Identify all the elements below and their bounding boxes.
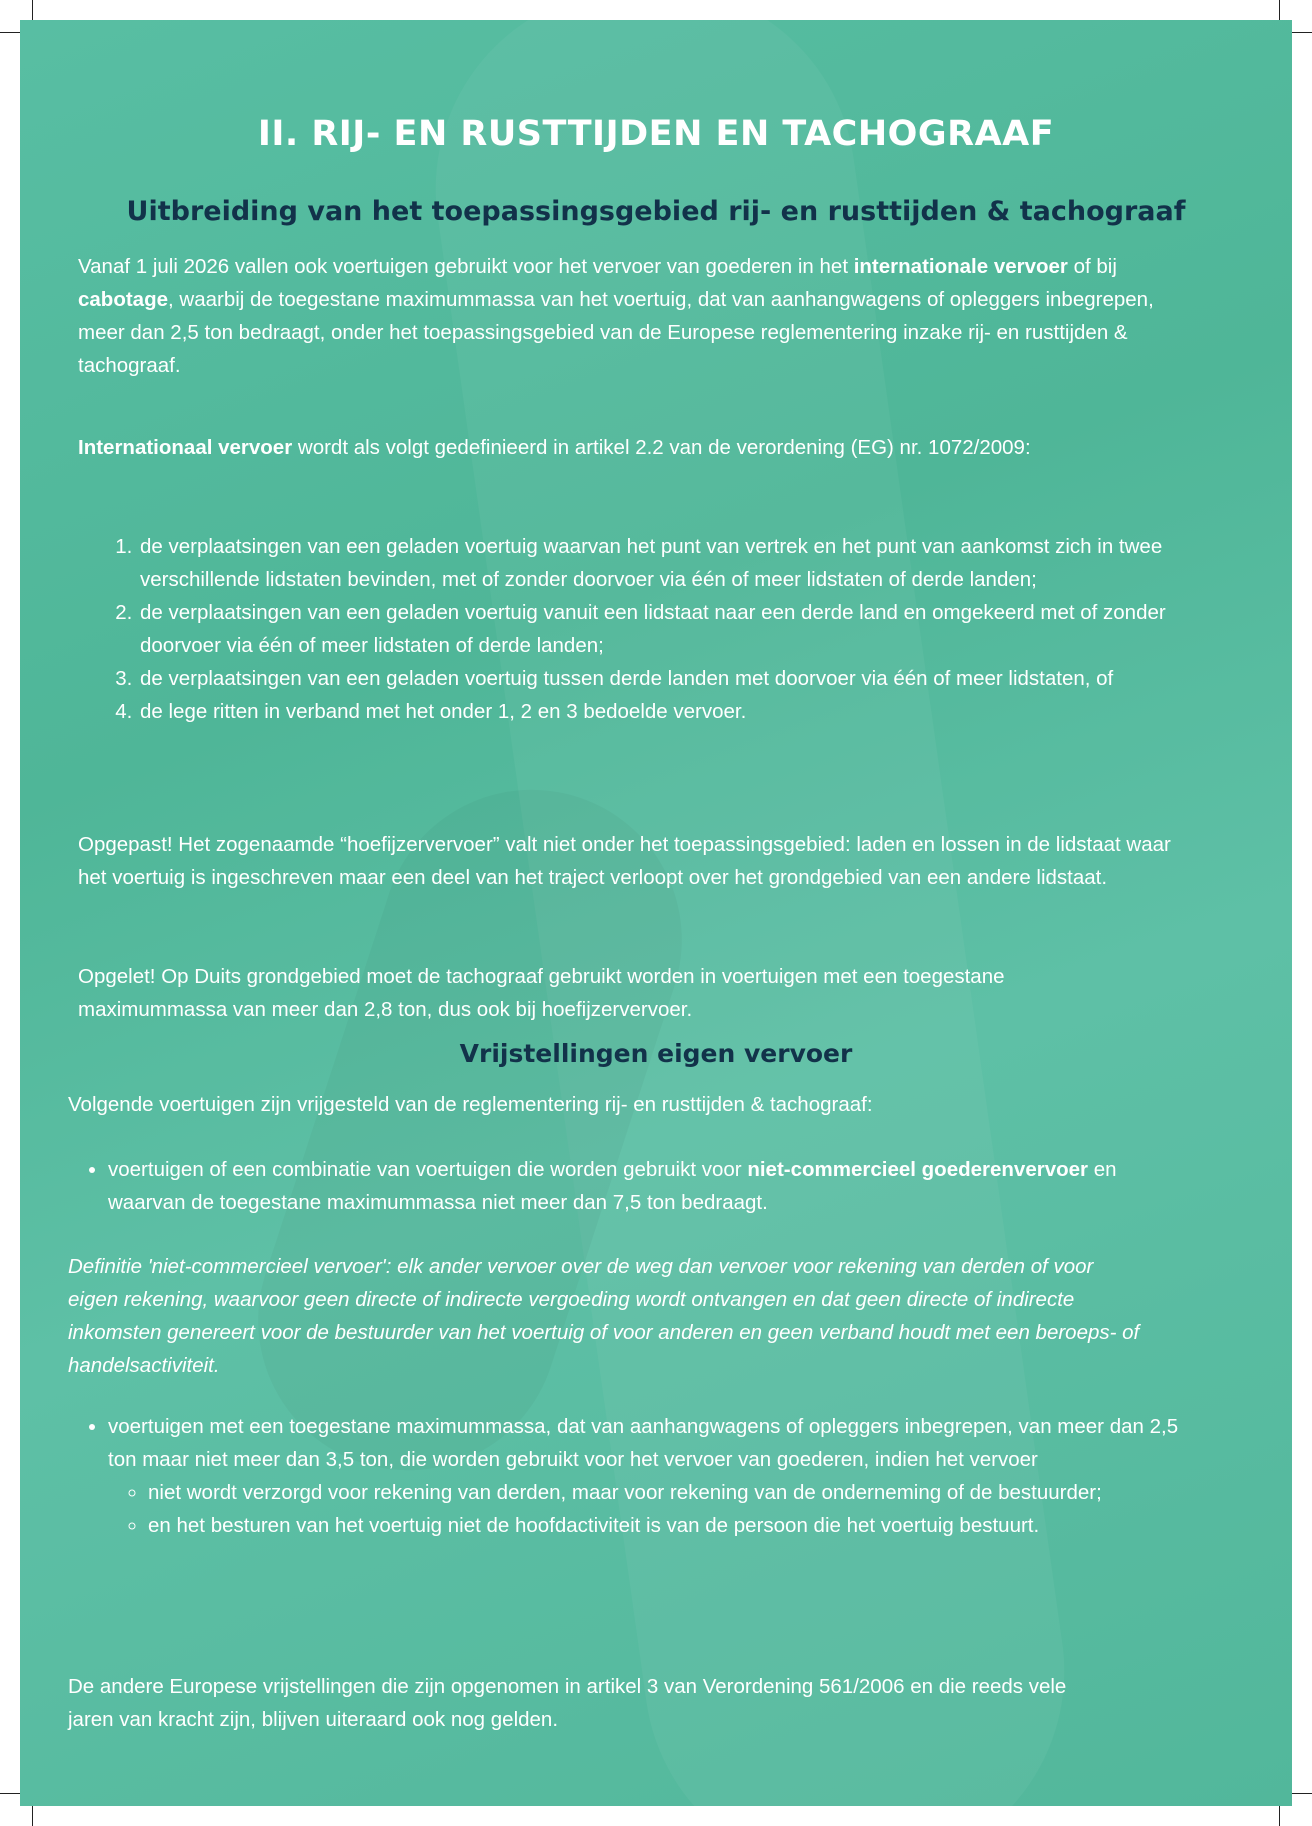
intro-text: Vanaf 1 juli 2026 vallen ook voertuigen gebruikt voor het vervoer van goederen in het	[78, 255, 854, 278]
intro-text: , waarbij de toegestane maximummassa van het voertuig, dat van aanhangwagens of opleggers inbegrepen, meer dan 2,5 ton bedraagt, onder het toepassingsgebied van de Europese reglementering inzake rij- en rusttijden & tachograaf.	[78, 288, 1154, 377]
page-background	[20, 20, 1292, 1806]
exemption-list	[68, 1153, 1188, 1219]
list-item	[108, 1153, 1188, 1219]
crop-mark	[32, 1806, 33, 1826]
intro-paragraph	[78, 250, 1188, 382]
section-intro: Volgende voertuigen zijn vrijgesteld van de reglementering rij- en rusttijden & tachograaf:	[68, 1093, 873, 1116]
page-title: II. RIJ- EN RUSTTIJDEN EN TACHOGRAAF	[257, 114, 1055, 154]
crop-mark	[1279, 0, 1280, 20]
list-item: 4. de lege ritten in verband met het onder 1, 2 en 3 bedoelde vervoer.	[138, 695, 1228, 728]
international-transport-list	[98, 530, 1228, 728]
sub-list-item: ◦ en het besturen van het voertuig niet de hoofdactiviteit is van de persoon die het voertuig bestuurt.	[148, 1509, 1188, 1542]
intro-bold: cabotage	[78, 288, 168, 311]
intro-text: of bij	[1067, 255, 1117, 278]
definition-paragraph	[78, 431, 1098, 464]
list-item: 3. de verplaatsingen van een geladen voertuig tussen derde landen met doorvoer via één of meer lidstaten, of	[138, 662, 1228, 695]
exemption-text: en waarvan de toegestane maximummassa niet meer dan 7,5 ton bedraagt.	[108, 1158, 1117, 1214]
exemption-list	[68, 1410, 1188, 1542]
crop-mark	[32, 0, 33, 20]
intro-bold: internationale vervoer	[853, 255, 1068, 278]
warning-paragraph: Opgepast! Het zogenaamde “hoefijzervervoer” valt niet onder het toepassingsgebied: laden en lossen in de lidstaat waar het voertuig is ingeschreven maar een deel van het traject verloopt over het grondgebied van een andere lidstaat.	[78, 833, 1171, 889]
crop-mark	[0, 1793, 20, 1794]
warning-paragraph: Opgelet! Op Duits grondgebied moet de tachograaf gebruikt worden in voertuigen met een toegestane maximummassa van meer dan 2,8 ton, dus ook bij hoefijzervervoer.	[78, 965, 1005, 1021]
crop-mark	[1292, 32, 1312, 33]
section-title: Vrijstellingen eigen vervoer	[459, 1039, 853, 1068]
definition-note: Definitie 'niet-commercieel vervoer': elk ander vervoer over de weg dan vervoer voor rekening van derden of voor eigen rekening, waarvoor geen directe of indirecte vergoeding wordt ontvangen en dat geen directe of indirecte inkomsten genereert voor de bestuurder van het voertuig of voor anderen en geen verband houdt met een beroeps- of handelsactiviteit.	[68, 1255, 1140, 1377]
section-title: Uitbreiding van het toepassingsgebied rij- en rusttijden & tachograaf	[126, 196, 1186, 227]
crop-mark	[1279, 1806, 1280, 1826]
crop-mark	[1292, 1793, 1312, 1794]
definition-text: wordt als volgt gedefinieerd in artikel 2.2 van de verordening (EG) nr. 1072/2009:	[292, 436, 1031, 459]
crop-mark	[0, 32, 20, 33]
exemption-bold: niet-commercieel goederenvervoer	[747, 1158, 1089, 1181]
sub-list	[108, 1476, 1188, 1542]
list-item: 1. de verplaatsingen van een geladen voertuig waarvan het punt van vertrek en het punt van aankomst zich in twee verschillende lidstaten bevinden, met of zonder doorvoer via één of meer lidstaten of derde landen;	[138, 530, 1228, 596]
exemption-text: voertuigen of een combinatie van voertuigen die worden gebruikt voor	[108, 1158, 748, 1181]
sub-list-item: ◦ niet wordt verzorgd voor rekening van derden, maar voor rekening van de onderneming of de bestuurder;	[148, 1476, 1188, 1509]
list-item: 2. de verplaatsingen van een geladen voertuig vanuit een lidstaat naar een derde land en omgekeerd met of zonder doorvoer via één of meer lidstaten of derde landen;	[138, 596, 1228, 662]
exemption-text: voertuigen met een toegestane maximummassa, dat van aanhangwagens of opleggers inbegrepen, van meer dan 2,5 ton maar niet meer dan 3,5 ton, die worden gebruikt voor het vervoer van goederen, indien het vervoer	[108, 1415, 1179, 1471]
closing-paragraph: De andere Europese vrijstellingen die zijn opgenomen in artikel 3 van Verordening 561/2006 en die reeds vele jaren van kracht zijn, blijven uiteraard ook nog gelden.	[68, 1675, 1067, 1731]
definition-term: Internationaal vervoer	[78, 436, 293, 459]
list-item	[108, 1410, 1188, 1542]
